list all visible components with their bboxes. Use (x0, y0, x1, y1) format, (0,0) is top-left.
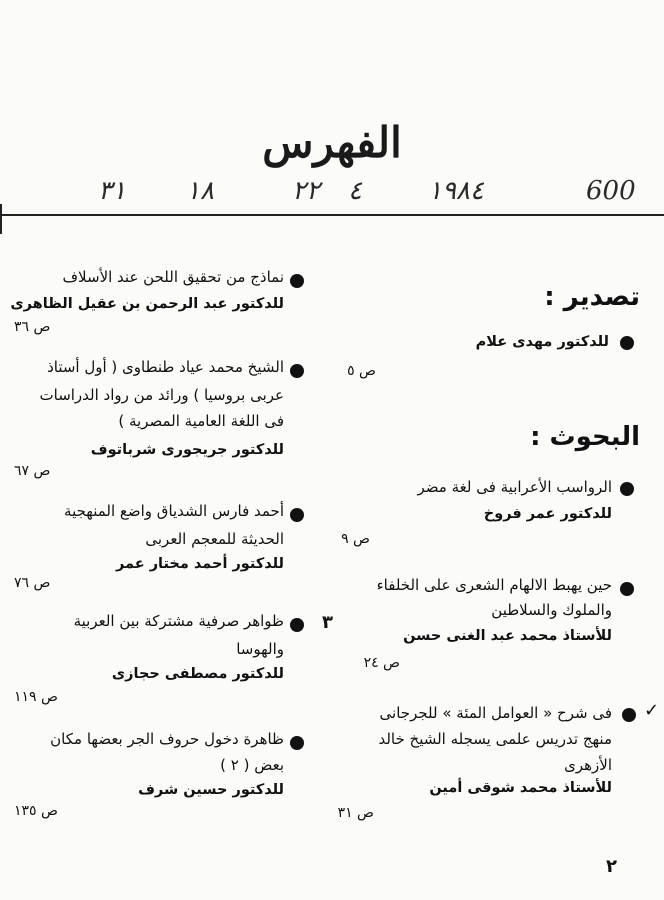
bullet-icon (290, 274, 304, 288)
entry-title: الأزهرى (564, 756, 612, 774)
entry-title: فى اللغة العامية المصرية ) (118, 412, 284, 430)
author: للدكتور مهدى علام (475, 334, 609, 350)
entry-title: منهج تدريس علمى يسجله الشيخ خالد (378, 730, 612, 748)
page-ref: ص ٥ (347, 363, 376, 379)
header-rule (0, 214, 664, 216)
entry-title: حين يهبط الالهام الشعرى على الخلفاء (376, 576, 612, 594)
entry-title: أحمد فارس الشدياق واضع المنهجية (64, 502, 284, 520)
bullet-icon (290, 508, 304, 522)
page-ref: ص ٦٧ (14, 463, 51, 479)
entry-title: نماذج من تحقيق اللحن عند الأسلاف (62, 268, 284, 286)
entry-title: الشيخ محمد عياد طنطاوى ( أول أستاذ (47, 358, 284, 376)
bullet-icon (620, 336, 634, 350)
section-heading-research: البحوث : (530, 422, 640, 452)
handwritten-note-4: ٢٢ (292, 176, 320, 206)
entry-title: فى شرح « العوامل المئة » للجرجانى (379, 704, 612, 722)
page-ref: ص ١٣٥ (14, 803, 58, 819)
bullet-icon (622, 708, 636, 722)
page-ref: ص ٣١ (337, 805, 374, 821)
section-heading-foreword: تصدير : (544, 282, 640, 312)
entry-title: والملوك والسلاطين (491, 601, 612, 619)
handwritten-note-6: ٣١ (98, 176, 126, 206)
entry-title: ظاهرة دخول حروف الجر بعضها مكان (50, 730, 284, 748)
page-ref: ص ٩ (341, 531, 370, 547)
bullet-icon (620, 582, 634, 596)
margin-mark (0, 204, 10, 234)
author: للأستاذ محمد شوقى أمين (429, 780, 612, 796)
entry-title: عربى بروسيا ) ورائد من رواد الدراسات (39, 386, 284, 404)
page-ref: ص ١١٩ (14, 689, 58, 705)
handwritten-note-5: ١٨ (186, 176, 214, 206)
entry-title: الرواسب الأعرابية فى لغة مضر (417, 478, 612, 496)
bullet-icon (290, 364, 304, 378)
author: للدكتور جريجورى شرباتوف (90, 442, 284, 458)
margin-marker: ٣ (322, 612, 333, 633)
page-number: ٢ (606, 856, 617, 877)
bullet-icon (290, 736, 304, 750)
page-title: الفهرس (262, 118, 402, 167)
author: للدكتور عمر فروخ (483, 506, 612, 522)
author: للدكتور عبد الرحمن بن عقيل الظاهرى (10, 296, 284, 312)
margin-marker: ✓ (644, 700, 660, 721)
page-ref: ص ٣٦ (14, 319, 51, 335)
author: للأستاذ محمد عبد الغنى حسن (403, 628, 612, 644)
entry-title: بعض ( ٢ ) (220, 756, 284, 774)
handwritten-note-3: ٤ (348, 176, 362, 206)
entry-title: ظواهر صرفية مشتركة بين العربية (73, 612, 284, 630)
page-ref: ص ٧٦ (14, 575, 51, 591)
author: للدكتور مصطفى حجازى (111, 666, 284, 682)
page-ref: ص ٢٤ (363, 655, 400, 671)
author: للدكتور أحمد مختار عمر (116, 556, 284, 572)
author: للدكتور حسين شرف (138, 782, 284, 798)
handwritten-note-2: ١٩٨٤ (428, 176, 484, 206)
bullet-icon (620, 482, 634, 496)
bullet-icon (290, 618, 304, 632)
entry-title: والهوسا (236, 640, 284, 658)
handwritten-note-1: 600 (586, 176, 636, 206)
entry-title: الحديثة للمعجم العربى (145, 530, 284, 548)
